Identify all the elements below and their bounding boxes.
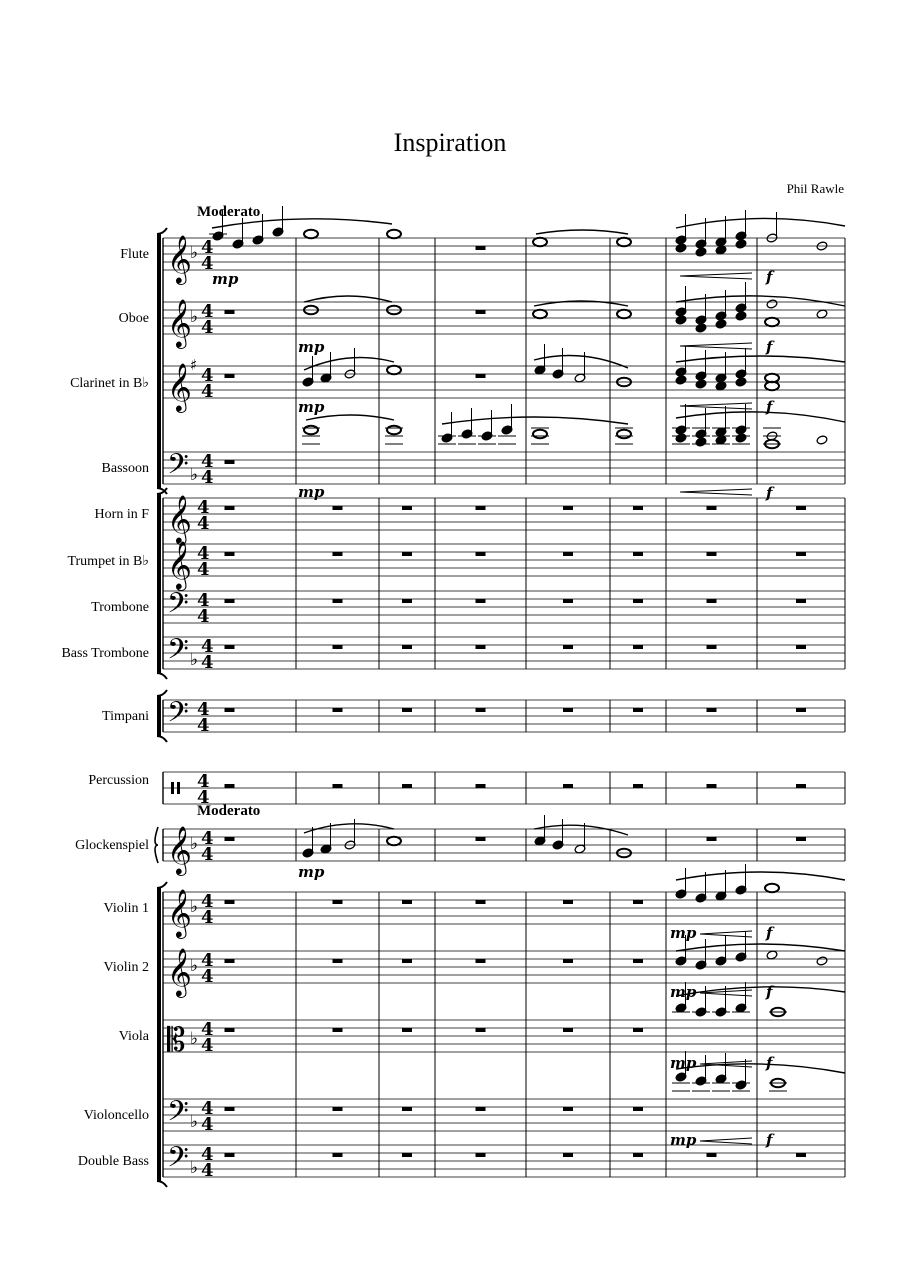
whole-rest xyxy=(796,645,806,649)
dynamic-mp: mp xyxy=(298,338,325,356)
instrument-label-flute: Flute xyxy=(120,247,149,262)
tempo-marking-glockenspiel: Moderato xyxy=(197,803,261,819)
bass-clef: 𝄢 xyxy=(167,448,189,488)
notehead xyxy=(766,950,778,960)
slur xyxy=(536,230,628,234)
whole-rest xyxy=(476,374,486,378)
treble-clef: 𝄞 xyxy=(167,888,192,937)
whole-rest xyxy=(225,599,235,603)
time-signature-top: 4 xyxy=(201,237,214,258)
notehead xyxy=(695,379,707,389)
crescendo-hairpin xyxy=(680,343,752,349)
flat-sign: ♭ xyxy=(190,650,199,670)
slur xyxy=(676,296,845,306)
whole-rest xyxy=(707,599,717,603)
whole-rest xyxy=(402,900,412,904)
whole-rest xyxy=(633,506,643,510)
crescendo-hairpin xyxy=(700,1138,752,1144)
time-signature-bottom: 4 xyxy=(201,1035,214,1056)
time-signature-bottom: 4 xyxy=(197,513,210,534)
treble-clef: 𝄞 xyxy=(167,494,192,543)
treble-clef: 𝄞 xyxy=(167,825,192,874)
tempo-marking: Moderato xyxy=(197,204,261,220)
whole-rest xyxy=(476,1153,486,1157)
dynamic-f: f xyxy=(766,983,773,1001)
notehead xyxy=(675,243,687,253)
whole-rest xyxy=(402,1153,412,1157)
notehead xyxy=(675,315,687,325)
whole-rest xyxy=(476,310,486,314)
bracket-hook xyxy=(157,228,167,234)
whole-note xyxy=(387,426,401,434)
whole-rest xyxy=(333,708,343,712)
dynamic-f: f xyxy=(766,1054,773,1072)
composer-name: Phil Rawle xyxy=(786,181,844,196)
whole-rest xyxy=(225,374,235,378)
dynamic-f: f xyxy=(766,268,773,286)
notehead xyxy=(695,323,707,333)
bass-clef: 𝄢 xyxy=(167,587,189,627)
dynamic-mp: mp xyxy=(212,270,239,288)
slur xyxy=(676,356,845,362)
whole-note xyxy=(617,430,631,438)
instrument-label-violin-1: Violin 1 xyxy=(103,901,149,916)
whole-rest xyxy=(402,708,412,712)
time-signature-top: 4 xyxy=(201,828,214,849)
treble-clef: 𝄞 xyxy=(167,298,192,347)
whole-rest xyxy=(225,552,235,556)
treble-clef: 𝄞 xyxy=(167,362,192,411)
time-signature-bottom: 4 xyxy=(201,317,214,338)
dynamic-mp: mp xyxy=(298,863,325,881)
whole-rest xyxy=(563,552,573,556)
whole-rest xyxy=(796,599,806,603)
flat-sign: ♭ xyxy=(190,307,199,327)
whole-rest xyxy=(633,959,643,963)
time-signature-bottom: 4 xyxy=(201,253,214,274)
notehead xyxy=(735,377,747,387)
time-signature-bottom: 4 xyxy=(197,715,210,736)
whole-rest xyxy=(563,784,573,788)
time-signature-top: 4 xyxy=(201,950,214,971)
time-signatures xyxy=(197,237,214,1181)
dynamic-mp: mp xyxy=(670,924,697,942)
percussion-clef xyxy=(177,782,180,794)
whole-note xyxy=(387,366,401,374)
time-signature-bottom: 4 xyxy=(201,652,214,673)
whole-rest xyxy=(402,599,412,603)
whole-rest xyxy=(225,784,235,788)
instrument-label-bass-trombone: Bass Trombone xyxy=(61,646,149,661)
whole-rest xyxy=(225,1028,235,1032)
whole-rest xyxy=(633,1153,643,1157)
whole-rest xyxy=(402,959,412,963)
whole-rest xyxy=(796,552,806,556)
whole-rest xyxy=(225,900,235,904)
alto-clef: 𝄡 xyxy=(167,1020,186,1059)
dynamic-mp: mp xyxy=(298,398,325,416)
crescendo-hairpin xyxy=(680,489,752,495)
time-signature-top: 4 xyxy=(201,1098,214,1119)
whole-rest xyxy=(476,552,486,556)
instrument-label-trumpet: Trumpet in B♭ xyxy=(67,554,149,569)
whole-rest xyxy=(633,1028,643,1032)
time-signature-top: 4 xyxy=(201,365,214,386)
flat-sign: ♭ xyxy=(190,465,199,485)
slur xyxy=(304,358,394,371)
notehead xyxy=(675,433,687,443)
slur xyxy=(676,218,845,228)
treble-clef: 𝄞 xyxy=(167,234,192,283)
whole-rest xyxy=(333,506,343,510)
instrument-label-trombone: Trombone xyxy=(91,600,149,615)
whole-rest xyxy=(333,1107,343,1111)
whole-rest xyxy=(796,837,806,841)
flat-sign: ♭ xyxy=(190,243,199,263)
whole-rest xyxy=(633,552,643,556)
instrument-label-bassoon: Bassoon xyxy=(101,461,149,476)
notehead xyxy=(735,239,747,249)
whole-rest xyxy=(707,784,717,788)
whole-rest xyxy=(563,708,573,712)
bracket xyxy=(157,494,161,673)
whole-rest xyxy=(225,310,235,314)
whole-rest xyxy=(333,645,343,649)
whole-rest xyxy=(402,506,412,510)
flat-sign: ♭ xyxy=(190,1112,199,1132)
crescendo-hairpin xyxy=(680,403,752,409)
whole-rest xyxy=(707,1153,717,1157)
flat-sign: ♭ xyxy=(190,1029,199,1049)
bass-clef: 𝄢 xyxy=(167,633,189,673)
time-signature-bottom: 4 xyxy=(201,907,214,928)
percussion-clef xyxy=(171,782,174,794)
whole-note xyxy=(765,884,779,892)
time-signature-top: 4 xyxy=(201,636,214,657)
whole-rest xyxy=(707,708,717,712)
notehead xyxy=(695,437,707,447)
dynamic-f: f xyxy=(766,1131,773,1149)
whole-rest xyxy=(476,959,486,963)
bass-clef: 𝄢 xyxy=(167,1095,189,1135)
bracket-hook xyxy=(157,736,167,742)
notehead xyxy=(816,956,828,966)
time-signature-top: 4 xyxy=(201,891,214,912)
whole-rest xyxy=(633,784,643,788)
time-signature-top: 4 xyxy=(197,590,210,611)
notehead xyxy=(715,319,727,329)
whole-rest xyxy=(796,506,806,510)
notehead xyxy=(816,309,828,319)
whole-rest xyxy=(633,708,643,712)
whole-rest xyxy=(333,959,343,963)
score-title: Inspiration xyxy=(393,128,507,157)
notehead xyxy=(735,433,747,443)
whole-rest xyxy=(225,506,235,510)
whole-rest xyxy=(402,552,412,556)
bracket-hook xyxy=(157,673,167,679)
whole-rest xyxy=(633,900,643,904)
whole-rest xyxy=(796,784,806,788)
instrument-label-timpani: Timpani xyxy=(102,709,149,724)
notehead xyxy=(766,299,778,309)
dynamic-mp: mp xyxy=(670,1054,697,1072)
whole-rest xyxy=(333,900,343,904)
time-signature-top: 4 xyxy=(201,451,214,472)
crescendo-hairpin xyxy=(680,273,752,279)
dynamic-f: f xyxy=(766,338,773,356)
whole-rest xyxy=(476,1028,486,1032)
whole-rest xyxy=(333,784,343,788)
whole-rest xyxy=(476,599,486,603)
whole-rest xyxy=(796,1153,806,1157)
instrument-label-double-bass: Double Bass xyxy=(77,1154,149,1169)
instrument-label-percussion: Percussion xyxy=(88,773,149,788)
time-signature-top: 4 xyxy=(197,771,210,792)
whole-rest xyxy=(707,552,717,556)
whole-rest xyxy=(476,784,486,788)
whole-rest xyxy=(333,1153,343,1157)
slur xyxy=(212,219,392,228)
whole-rest xyxy=(476,900,486,904)
time-signature-bottom: 4 xyxy=(197,559,210,580)
whole-rest xyxy=(476,708,486,712)
flat-sign: ♭ xyxy=(190,956,199,976)
time-signature-top: 4 xyxy=(201,1019,214,1040)
instrument-label-viola: Viola xyxy=(118,1029,149,1044)
time-signature-top: 4 xyxy=(201,301,214,322)
bracket-hook xyxy=(157,882,167,888)
slur xyxy=(676,987,845,996)
clefs xyxy=(167,234,192,1181)
whole-note xyxy=(533,310,547,318)
dynamic-f: f xyxy=(766,924,773,942)
dynamic-f: f xyxy=(766,484,773,502)
whole-rest xyxy=(707,506,717,510)
whole-rest xyxy=(563,506,573,510)
notehead xyxy=(695,247,707,257)
whole-rest xyxy=(225,1107,235,1111)
dynamic-mp: mp xyxy=(670,983,697,1001)
instrument-label-violin-2: Violin 2 xyxy=(103,960,149,975)
instrument-label-glockenspiel: Glockenspiel xyxy=(75,838,149,853)
whole-rest xyxy=(402,1028,412,1032)
instrument-label-violoncello: Violoncello xyxy=(83,1108,149,1123)
notehead xyxy=(715,245,727,255)
whole-rest xyxy=(402,784,412,788)
time-signature-bottom: 4 xyxy=(201,966,214,987)
treble-clef: 𝄞 xyxy=(167,540,192,589)
flat-sign: ♭ xyxy=(190,834,199,854)
slur xyxy=(676,412,845,422)
bracket-hook xyxy=(157,690,167,696)
whole-rest xyxy=(333,1028,343,1032)
time-signature-bottom: 4 xyxy=(197,787,210,808)
whole-rest xyxy=(563,1153,573,1157)
whole-note xyxy=(533,430,547,438)
sharp-sign: ♯ xyxy=(190,356,198,374)
group-brackets xyxy=(155,228,167,1187)
flat-sign: ♭ xyxy=(190,897,199,917)
instrument-label-oboe: Oboe xyxy=(118,311,149,326)
time-signature-top: 4 xyxy=(197,497,210,518)
time-signature-top: 4 xyxy=(197,699,210,720)
notehead xyxy=(816,435,828,445)
whole-rest xyxy=(563,1107,573,1111)
slur xyxy=(442,417,628,424)
whole-rest xyxy=(476,506,486,510)
flat-sign: ♭ xyxy=(190,1158,199,1178)
whole-rest xyxy=(225,645,235,649)
whole-rest xyxy=(563,645,573,649)
whole-rest xyxy=(225,708,235,712)
bracket xyxy=(157,234,161,488)
notehead xyxy=(735,311,747,321)
whole-rest xyxy=(563,900,573,904)
whole-rest xyxy=(476,837,486,841)
time-signature-bottom: 4 xyxy=(201,467,214,488)
whole-rest xyxy=(225,959,235,963)
whole-note xyxy=(387,837,401,845)
bracket xyxy=(157,696,161,736)
time-signature-bottom: 4 xyxy=(201,381,214,402)
time-signature-bottom: 4 xyxy=(201,1160,214,1181)
whole-note xyxy=(533,238,547,246)
treble-clef: 𝄞 xyxy=(167,947,192,996)
whole-rest xyxy=(225,1153,235,1157)
whole-rest xyxy=(563,1028,573,1032)
dynamic-mp: mp xyxy=(298,483,325,501)
slur xyxy=(534,825,628,835)
whole-rest xyxy=(633,1107,643,1111)
dynamic-mp: mp xyxy=(670,1131,697,1149)
notehead xyxy=(675,375,687,385)
whole-rest xyxy=(333,552,343,556)
dynamic-f: f xyxy=(766,398,773,416)
whole-note xyxy=(617,310,631,318)
notehead xyxy=(715,381,727,391)
whole-rest xyxy=(563,599,573,603)
whole-rest xyxy=(633,599,643,603)
whole-rest xyxy=(333,599,343,603)
brace xyxy=(155,827,158,863)
whole-rest xyxy=(796,708,806,712)
whole-note xyxy=(765,318,779,326)
whole-rest xyxy=(476,1107,486,1111)
whole-rest xyxy=(225,837,235,841)
whole-rest xyxy=(707,645,717,649)
time-signature-bottom: 4 xyxy=(201,844,214,865)
whole-rest xyxy=(225,460,235,464)
time-signature-bottom: 4 xyxy=(201,1114,214,1135)
whole-rest xyxy=(402,645,412,649)
whole-rest xyxy=(476,645,486,649)
time-signature-top: 4 xyxy=(201,1144,214,1165)
bracket xyxy=(157,888,161,1181)
whole-rest xyxy=(707,837,717,841)
slur xyxy=(304,824,394,833)
bracket-hook xyxy=(157,1181,167,1187)
time-signature-bottom: 4 xyxy=(197,606,210,627)
whole-note xyxy=(617,238,631,246)
whole-rest xyxy=(563,959,573,963)
time-signature-top: 4 xyxy=(197,543,210,564)
slur xyxy=(676,872,845,880)
instrument-label-horn: Horn in F xyxy=(94,507,149,522)
whole-note xyxy=(304,426,318,434)
slur xyxy=(676,944,845,951)
whole-rest xyxy=(402,1107,412,1111)
slur xyxy=(676,1064,845,1073)
bass-clef: 𝄢 xyxy=(167,1141,189,1181)
whole-rest xyxy=(633,645,643,649)
bass-clef: 𝄢 xyxy=(167,696,189,736)
whole-note xyxy=(387,230,401,238)
instrument-label-clarinet: Clarinet in B♭ xyxy=(70,376,149,391)
whole-rest xyxy=(476,246,486,250)
whole-note xyxy=(304,230,318,238)
